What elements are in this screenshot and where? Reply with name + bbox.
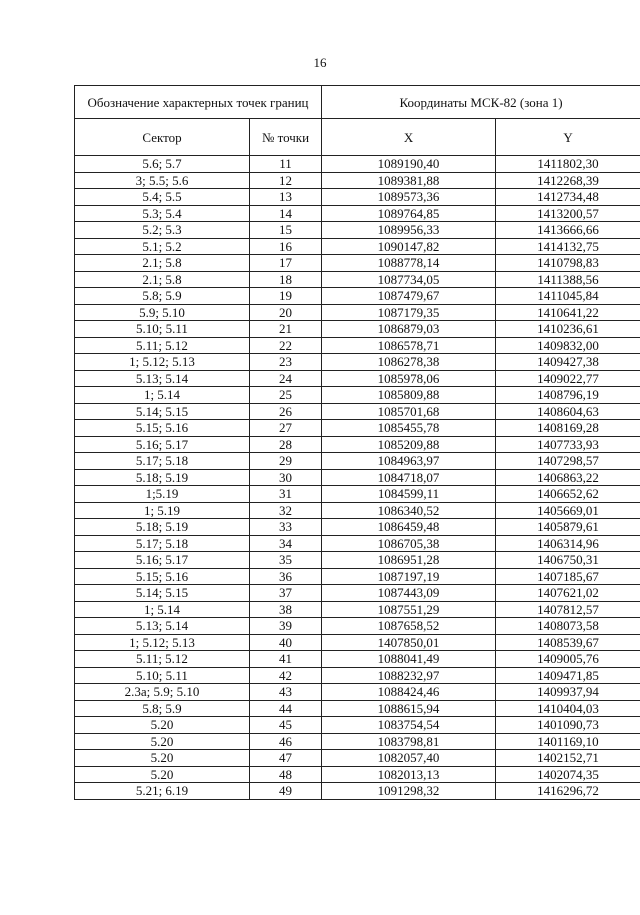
cell-point: 12	[250, 172, 322, 189]
col-header-y: Y	[496, 119, 640, 156]
cell-point: 43	[250, 684, 322, 701]
header-designation: Обозначение характерных точек границ	[75, 86, 322, 119]
cell-point: 22	[250, 337, 322, 354]
cell-sector: 1; 5.12; 5.13	[75, 634, 250, 651]
cell-sector: 5.16; 5.17	[75, 552, 250, 569]
cell-x: 1085701,68	[322, 403, 496, 420]
cell-sector: 5.10; 5.11	[75, 667, 250, 684]
cell-x: 1407850,01	[322, 634, 496, 651]
cell-point: 39	[250, 618, 322, 635]
cell-sector: 5.17; 5.18	[75, 535, 250, 552]
header-row-2	[75, 119, 640, 156]
cell-sector: 2.1; 5.8	[75, 271, 250, 288]
cell-point: 44	[250, 700, 322, 717]
table-row	[75, 486, 640, 503]
cell-point: 29	[250, 453, 322, 470]
table-row	[75, 156, 640, 173]
cell-y: 1409427,38	[496, 354, 640, 371]
cell-x: 1083798,81	[322, 733, 496, 750]
cell-sector: 5.18; 5.19	[75, 519, 250, 536]
cell-point: 45	[250, 717, 322, 734]
table-row	[75, 651, 640, 668]
cell-point: 18	[250, 271, 322, 288]
cell-x: 1086951,28	[322, 552, 496, 569]
table-row	[75, 453, 640, 470]
cell-x: 1085455,78	[322, 420, 496, 437]
table-row	[75, 436, 640, 453]
cell-point: 26	[250, 403, 322, 420]
cell-x: 1090147,82	[322, 238, 496, 255]
table-row	[75, 750, 640, 767]
cell-sector: 2.1; 5.8	[75, 255, 250, 272]
table-row	[75, 535, 640, 552]
table-row	[75, 766, 640, 783]
table-row	[75, 783, 640, 800]
table-row	[75, 354, 640, 371]
cell-x: 1085209,88	[322, 436, 496, 453]
cell-x: 1086578,71	[322, 337, 496, 354]
cell-sector: 5.8; 5.9	[75, 288, 250, 305]
cell-y: 1411045,84	[496, 288, 640, 305]
cell-point: 38	[250, 601, 322, 618]
cell-point: 17	[250, 255, 322, 272]
table-row	[75, 469, 640, 486]
cell-point: 14	[250, 205, 322, 222]
cell-x: 1088778,14	[322, 255, 496, 272]
cell-sector: 5.14; 5.15	[75, 585, 250, 602]
table-row	[75, 700, 640, 717]
cell-point: 24	[250, 370, 322, 387]
cell-x: 1088615,94	[322, 700, 496, 717]
cell-y: 1410236,61	[496, 321, 640, 338]
cell-x: 1089381,88	[322, 172, 496, 189]
cell-x: 1086278,38	[322, 354, 496, 371]
cell-y: 1412268,39	[496, 172, 640, 189]
cell-y: 1408796,19	[496, 387, 640, 404]
table-body	[75, 156, 640, 800]
cell-y: 1409022,77	[496, 370, 640, 387]
col-header-x: X	[322, 119, 496, 156]
cell-y: 1410404,03	[496, 700, 640, 717]
cell-y: 1410641,22	[496, 304, 640, 321]
cell-x: 1087479,67	[322, 288, 496, 305]
col-header-point: № точки	[250, 119, 322, 156]
table-row	[75, 337, 640, 354]
cell-x: 1086459,48	[322, 519, 496, 536]
cell-y: 1407298,57	[496, 453, 640, 470]
table-row	[75, 238, 640, 255]
cell-point: 25	[250, 387, 322, 404]
cell-sector: 5.3; 5.4	[75, 205, 250, 222]
table-row	[75, 370, 640, 387]
cell-sector: 1; 5.12; 5.13	[75, 354, 250, 371]
cell-y: 1406652,62	[496, 486, 640, 503]
cell-x: 1089190,40	[322, 156, 496, 173]
cell-sector: 1;5.19	[75, 486, 250, 503]
cell-x: 1083754,54	[322, 717, 496, 734]
cell-y: 1412734,48	[496, 189, 640, 206]
cell-x: 1084963,97	[322, 453, 496, 470]
table-row	[75, 271, 640, 288]
cell-sector: 5.10; 5.11	[75, 321, 250, 338]
cell-sector: 5.17; 5.18	[75, 453, 250, 470]
cell-sector: 5.4; 5.5	[75, 189, 250, 206]
cell-y: 1408539,67	[496, 634, 640, 651]
cell-y: 1411802,30	[496, 156, 640, 173]
cell-x: 1089956,33	[322, 222, 496, 239]
cell-y: 1407812,57	[496, 601, 640, 618]
table-row	[75, 618, 640, 635]
table-row	[75, 717, 640, 734]
cell-point: 16	[250, 238, 322, 255]
table-row	[75, 519, 640, 536]
table-row	[75, 568, 640, 585]
cell-sector: 2.3а; 5.9; 5.10	[75, 684, 250, 701]
cell-point: 15	[250, 222, 322, 239]
cell-point: 11	[250, 156, 322, 173]
page-number: 16	[313, 55, 327, 70]
cell-y: 1409937,94	[496, 684, 640, 701]
cell-x: 1086879,03	[322, 321, 496, 338]
cell-x: 1087179,35	[322, 304, 496, 321]
cell-sector: 5.21; 6.19	[75, 783, 250, 800]
cell-point: 35	[250, 552, 322, 569]
cell-y: 1408169,28	[496, 420, 640, 437]
cell-x: 1089764,85	[322, 205, 496, 222]
cell-point: 49	[250, 783, 322, 800]
cell-point: 32	[250, 502, 322, 519]
cell-y: 1407733,93	[496, 436, 640, 453]
cell-y: 1413666,66	[496, 222, 640, 239]
table-row	[75, 502, 640, 519]
cell-point: 33	[250, 519, 322, 536]
cell-sector: 5.9; 5.10	[75, 304, 250, 321]
cell-sector: 5.20	[75, 717, 250, 734]
cell-y: 1401169,10	[496, 733, 640, 750]
cell-y: 1405879,61	[496, 519, 640, 536]
cell-sector: 5.13; 5.14	[75, 370, 250, 387]
table-row	[75, 387, 640, 404]
table-row	[75, 552, 640, 569]
cell-y: 1406314,96	[496, 535, 640, 552]
header-coordinates: Координаты МСК-82 (зона 1)	[322, 86, 640, 119]
cell-sector: 1; 5.14	[75, 601, 250, 618]
cell-sector: 5.14; 5.15	[75, 403, 250, 420]
cell-point: 42	[250, 667, 322, 684]
cell-point: 21	[250, 321, 322, 338]
cell-sector: 1; 5.19	[75, 502, 250, 519]
table-row	[75, 189, 640, 206]
cell-y: 1410798,83	[496, 255, 640, 272]
cell-sector: 5.20	[75, 750, 250, 767]
cell-point: 31	[250, 486, 322, 503]
cell-point: 30	[250, 469, 322, 486]
cell-y: 1408073,58	[496, 618, 640, 635]
cell-sector: 5.13; 5.14	[75, 618, 250, 635]
cell-x: 1087658,52	[322, 618, 496, 635]
cell-sector: 5.16; 5.17	[75, 436, 250, 453]
cell-x: 1089573,36	[322, 189, 496, 206]
cell-y: 1409471,85	[496, 667, 640, 684]
cell-y: 1406750,31	[496, 552, 640, 569]
cell-y: 1409005,76	[496, 651, 640, 668]
cell-x: 1088041,49	[322, 651, 496, 668]
cell-x: 1085978,06	[322, 370, 496, 387]
cell-x: 1087551,29	[322, 601, 496, 618]
table-row	[75, 420, 640, 437]
cell-point: 13	[250, 189, 322, 206]
cell-y: 1401090,73	[496, 717, 640, 734]
cell-sector: 1; 5.14	[75, 387, 250, 404]
cell-sector: 5.20	[75, 766, 250, 783]
cell-y: 1408604,63	[496, 403, 640, 420]
cell-x: 1084599,11	[322, 486, 496, 503]
cell-y: 1406863,22	[496, 469, 640, 486]
table-row	[75, 304, 640, 321]
cell-sector: 3; 5.5; 5.6	[75, 172, 250, 189]
cell-point: 47	[250, 750, 322, 767]
cell-x: 1084718,07	[322, 469, 496, 486]
cell-y: 1402074,35	[496, 766, 640, 783]
cell-y: 1407621,02	[496, 585, 640, 602]
cell-point: 41	[250, 651, 322, 668]
cell-x: 1086340,52	[322, 502, 496, 519]
cell-x: 1087443,09	[322, 585, 496, 602]
cell-y: 1409832,00	[496, 337, 640, 354]
table-row	[75, 205, 640, 222]
coordinates-table	[74, 85, 640, 800]
table-row	[75, 172, 640, 189]
cell-point: 48	[250, 766, 322, 783]
cell-sector: 5.15; 5.16	[75, 568, 250, 585]
cell-x: 1082057,40	[322, 750, 496, 767]
cell-y: 1416296,72	[496, 783, 640, 800]
cell-y: 1411388,56	[496, 271, 640, 288]
cell-sector: 5.15; 5.16	[75, 420, 250, 437]
cell-y: 1407185,67	[496, 568, 640, 585]
table-row	[75, 684, 640, 701]
col-header-sector: Сектор	[75, 119, 250, 156]
cell-sector: 5.11; 5.12	[75, 337, 250, 354]
cell-y: 1402152,71	[496, 750, 640, 767]
cell-x: 1087197,19	[322, 568, 496, 585]
table-row	[75, 634, 640, 651]
cell-y: 1413200,57	[496, 205, 640, 222]
table-row	[75, 733, 640, 750]
table-row	[75, 222, 640, 239]
cell-y: 1414132,75	[496, 238, 640, 255]
cell-point: 19	[250, 288, 322, 305]
table-row	[75, 288, 640, 305]
cell-point: 46	[250, 733, 322, 750]
cell-x: 1085809,88	[322, 387, 496, 404]
cell-x: 1082013,13	[322, 766, 496, 783]
cell-sector: 5.1; 5.2	[75, 238, 250, 255]
cell-sector: 5.20	[75, 733, 250, 750]
cell-sector: 5.18; 5.19	[75, 469, 250, 486]
cell-point: 34	[250, 535, 322, 552]
cell-x: 1091298,32	[322, 783, 496, 800]
cell-x: 1087734,05	[322, 271, 496, 288]
table-row	[75, 585, 640, 602]
cell-point: 28	[250, 436, 322, 453]
cell-point: 27	[250, 420, 322, 437]
cell-sector: 5.8; 5.9	[75, 700, 250, 717]
table-row	[75, 601, 640, 618]
cell-sector: 5.6; 5.7	[75, 156, 250, 173]
cell-y: 1405669,01	[496, 502, 640, 519]
cell-point: 36	[250, 568, 322, 585]
cell-sector: 5.2; 5.3	[75, 222, 250, 239]
cell-sector: 5.11; 5.12	[75, 651, 250, 668]
cell-point: 23	[250, 354, 322, 371]
table-row	[75, 255, 640, 272]
cell-point: 20	[250, 304, 322, 321]
table-row	[75, 321, 640, 338]
cell-point: 37	[250, 585, 322, 602]
cell-x: 1086705,38	[322, 535, 496, 552]
table-row	[75, 667, 640, 684]
cell-point: 40	[250, 634, 322, 651]
table-row	[75, 403, 640, 420]
cell-x: 1088232,97	[322, 667, 496, 684]
header-row-1	[75, 86, 640, 119]
cell-x: 1088424,46	[322, 684, 496, 701]
